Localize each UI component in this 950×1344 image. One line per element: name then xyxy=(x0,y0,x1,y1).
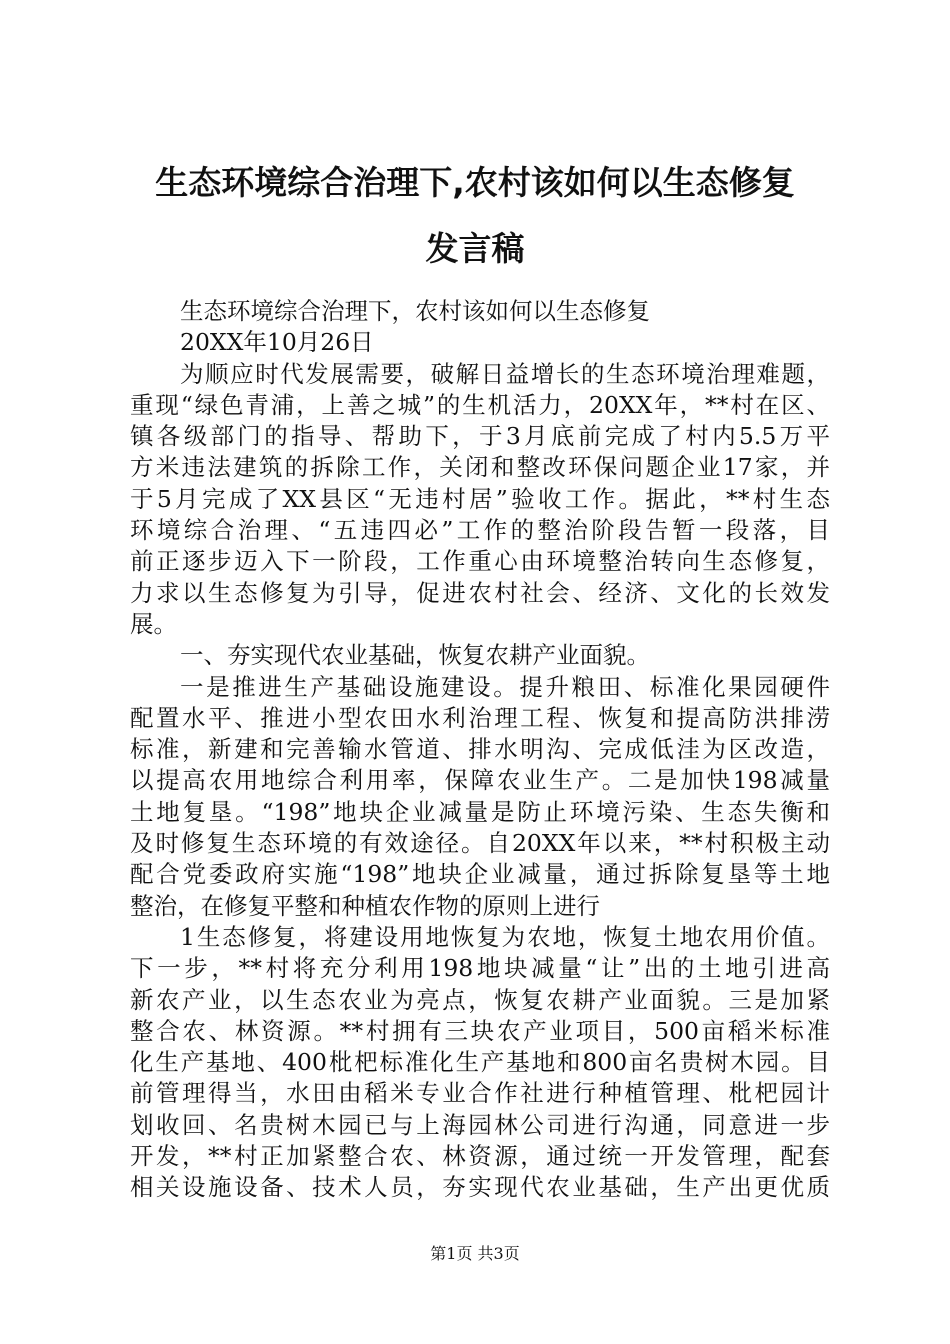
paragraph-line: 整合农、林资源。**村拥有三块农产业项目，500亩稻米标准 xyxy=(130,1016,830,1045)
subtitle-line: 生态环境综合治理下，农村该如何以生态修复 xyxy=(180,297,650,325)
paragraph-line: 化生产基地、400枇杷标准化生产基地和800亩名贵树木园。目 xyxy=(130,1048,830,1077)
paragraph-line: 1生态修复，将建设用地恢复为农地，恢复土地农用价值。 xyxy=(180,922,830,951)
paragraph-line: 划收回、名贵树木园已与上海园林公司进行沟通，同意进一步 xyxy=(130,1110,830,1139)
paragraph-line: 环境综合治理、“五违四必”工作的整治阶段告暂一段落，目 xyxy=(130,516,830,545)
paragraph-line: 相关设施设备、技术人员，夯实现代农业基础，生产出更优质 xyxy=(130,1173,830,1202)
paragraph-line: 一是推进生产基础设施建设。提升粮田、标准化果园硬件 xyxy=(180,672,830,701)
paragraph-line: 标准，新建和完善输水管道、排水明沟、完成低洼为区改造， xyxy=(130,735,830,764)
section-heading: 一、夯实现代农业基础，恢复农耕产业面貌。 xyxy=(180,641,650,670)
paragraph-line: 以提高农用地综合利用率，保障农业生产。二是加快198减量 xyxy=(130,766,830,795)
title-line-2: 发言稿 xyxy=(425,229,525,268)
paragraph-line: 配合党委政府实施“198”地块企业减量，通过拆除复垦等土地 xyxy=(130,860,830,889)
paragraph-line: 展。 xyxy=(130,609,177,638)
page-number-footer: 第1页 共3页 xyxy=(430,1244,520,1263)
paragraph-line: 下一步，**村将充分利用198地块减量“让”出的土地引进高 xyxy=(130,954,830,983)
paragraph-line: 及时修复生态环境的有效途径。自20XX年以来，**村积极主动 xyxy=(130,829,830,858)
title-line-1: 生态环境综合治理下,农村该如何以生态修复 xyxy=(155,163,795,202)
paragraph-line: 前管理得当，水田由稻米专业合作社进行种植管理、枇杷园计 xyxy=(130,1079,830,1108)
paragraph-line: 力求以生态修复为引导，促进农村社会、经济、文化的长效发 xyxy=(130,578,830,607)
paragraph-line: 重现“绿色青浦，上善之城”的生机活力，20XX年，**村在区、 xyxy=(130,390,830,419)
paragraph-line: 开发，**村正加紧整合农、林资源，通过统一开发管理，配套 xyxy=(130,1142,830,1171)
paragraph-line: 方米违法建筑的拆除工作，关闭和整改环保问题企业17家，并 xyxy=(130,453,830,482)
paragraph-line: 整治，在修复平整和种植农作物的原则上进行 xyxy=(130,891,600,920)
paragraph-line: 土地复垦。“198”地块企业减量是防止环境污染、生态失衡和 xyxy=(130,797,830,826)
paragraph-line: 为顺应时代发展需要，破解日益增长的生态环境治理难题， xyxy=(180,359,830,388)
document-title xyxy=(118,150,832,282)
date-line: 20XX年10月26日 xyxy=(180,328,374,357)
paragraph-line: 镇各级部门的指导、帮助下，于3月底前完成了村内5.5万平 xyxy=(130,422,830,451)
paragraph-line: 新农产业，以生态农业为亮点，恢复农耕产业面貌。三是加紧 xyxy=(130,985,830,1014)
paragraph-line: 于5月完成了XX县区“无违村居”验收工作。据此，**村生态 xyxy=(130,484,830,513)
paragraph-line: 配置水平、推进小型农田水利治理工程、恢复和提高防洪排涝 xyxy=(130,703,830,732)
paragraph-line: 前正逐步迈入下一阶段，工作重心由环境整治转向生态修复， xyxy=(130,547,830,576)
document-body xyxy=(130,296,830,1204)
